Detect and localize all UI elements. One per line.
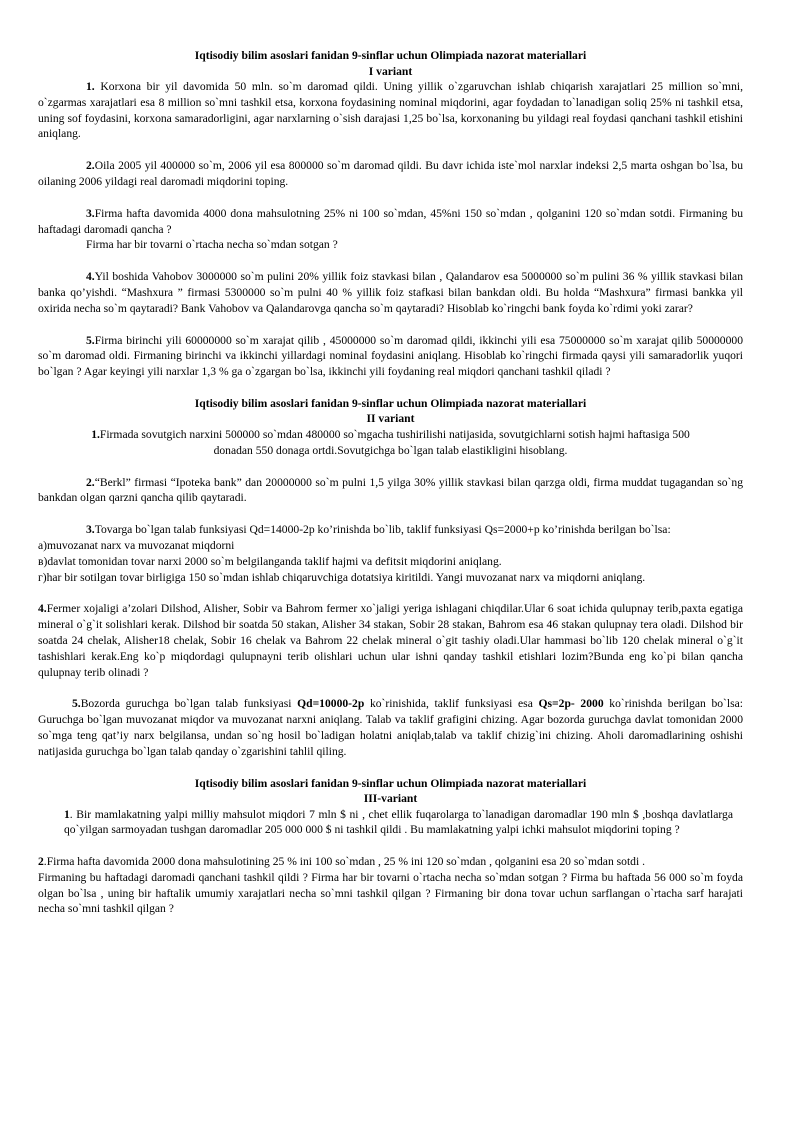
v2-problem-3-part-a: a)muvozanat narx va muvozanat miqdorni xyxy=(38,538,235,552)
v2-problem-5-text-start: Bozorda guruchga bo`lgan talab funksiyasi xyxy=(80,697,298,711)
v1-problem-1-number: 1. xyxy=(86,80,95,93)
v3-problem-2-questions: Firmaning bu haftadagi daromadi qanchani tashkil qildi ? Firma har bir tovarni o`rtacha necha so`mdan sotgan ? Firma bu haftada 56 000 so`m foyda olgan bo`lsa , uning bir haftalik umumiy xarajatlari necha so`mni tashkil qilgan ? Firmaning bir dona tovar uchun sarflangan o`rtacha sarf harajati necha so`mni tashkil qilgan ? xyxy=(38,870,743,916)
v2-problem-2-number: 2. xyxy=(86,475,95,489)
v3-problem-2-number: 2 xyxy=(38,855,44,869)
v2-problem-4-text: Fermer xojaligi a’zolari Dilshod, Alisher, Sobir va Bahrom fermer xo`jaligi yeriga ishlagani chiqdilar.Ular 6 soat ichida qulupnay terib,paxta egatiga mineral o`g`it solishlari kerak. Dilshod bir soatda 50 stakan, Alisher 34 stakan, Sobir 28 stakan, Bahrom esa 46 stakan qulupnay tera oladi. Dilshod bir soatda 24 chelak, Alisher18 chelak, Sobir 16 chelak va Bahrom 22 chelak mineral o`git tashiy oladi.Ular hammasi bo`lib 120 chelak mineral o`g`it tashishlari kerak.Eng ko`p miqdordagi qulupnayni terib olishlari uchun ular ishni qanday tashkil etishlari lozim?Bunda eng ko`pi bilan qancha qulupnay terib olinadi ? xyxy=(38,602,743,679)
variant-1-label: I variant xyxy=(368,64,413,78)
v1-problem-3 xyxy=(38,206,743,238)
v3-problem-2-text: .Firma hafta davomida 2000 dona mahsulotining 25 % ini 100 so`mdan , 25 % ini 120 so`mdan , qolganini esa 20 so`mdan sotdi . xyxy=(43,855,645,869)
variant-3-label: III-variant xyxy=(363,792,418,805)
v1-problem-3-number: 3. xyxy=(86,206,95,220)
v2-problem-1-continued: donadan 550 donaga ortdi.Sovutgichga bo`lgan talab elastikligini hisoblang. xyxy=(213,443,568,457)
v2-problem-3 xyxy=(38,522,743,538)
v1-problem-3-text: Firma hafta davomida 4000 dona mahsulotning 25% ni 100 so`mdan, 45%ni 150 so`mdan , qolganini 120 so`mdan sotdi. Firmaning bu haftadagi daromadi qancha ? xyxy=(38,206,743,236)
v2-problem-5-text-middle: ko`rinishida, taklif funksiyasi esa xyxy=(364,697,539,711)
v3-problem-1 xyxy=(38,807,743,839)
v1-problem-2 xyxy=(38,158,743,190)
v2-problem-2-text: “Berkl” firmasi “Ipoteka bank” dan 20000000 so`m pulni 1,5 yilga 30% yillik stavkasi bilan qarzga oldi, firma muddat tugagandan so`ng bankdan olgan qarzni qancha qilib qaytaradi. xyxy=(38,475,743,505)
v2-problem-3-part-b: в)davlat tomonidan tovar narxi 2000 so`m belgilanganda taklif hajmi va defitsit miqdorini aniqlang. xyxy=(38,554,502,568)
v2-problem-5-number: 5. xyxy=(72,697,81,711)
v1-problem-5-number: 5. xyxy=(86,333,95,347)
v3-problem-2 xyxy=(38,854,743,870)
v1-problem-1 xyxy=(38,79,743,142)
v2-problem-1-number: 1. xyxy=(91,427,100,441)
v1-problem-5-text: Firma birinchi yili 60000000 so`m xarajat qilib , 45000000 so`m daromad qildi, ikkinchi yili esa 75000000 so`m xarajat qilib 50000000 so`m daromad oldi. Firmaning birinchi va ikkinchi yillardagi nominal foydasini aniqlang. Hisoblab ko`ringchi firmada qaysi yili samaradorlik yuqori bo`lgan ? Agar keyingi yili narxlar 1,3 % ga o`zgargan bo`lsa, ikkinchi yili foydaning real miqdori qanchani tashkil qiladi ? xyxy=(38,333,743,379)
v1-problem-5 xyxy=(38,333,743,380)
v2-problem-5-text-end: ko`rinishda berilgan bo`lsa: Guruchga bo`lgan muvozanat miqdor va muvozanat narxni aniqlang. Talab va taklif grafigini chizing. Agar bozorda guruchga davlat tomonidan 2000 so`mga teng qat’iy narx belgilansa, undan so`ng hosil bo`ladigan holatni aniqlab,talab va taklif chizig`ini chizing. Aholi daromadlarining oshishi natijasida guruchga bo`lgan talab qanday o`zgarishini tahlil qiling. xyxy=(38,697,743,758)
v2-problem-4 xyxy=(38,601,743,680)
v3-problem-1-text: . Bir mamlakatning yalpi milliy mahsulot miqdori 7 mln $ ni , chet ellik fuqarolarga to`lanadigan daromadlar 190 mln $ ,boshqa davlatlarga qo`yilgan sarmoyadan tushgan daromadlar 205 000 000 $ ni tashkil qildi . Bu mamlakatning yalpi ichki mahsulot miqdorini toping ? xyxy=(64,807,733,837)
v2-problem-1-text: Firmada sovutgich narxini 500000 so`mdan 480000 so`mgacha tushirilishi natijasida, sovutgichlarni sotish hajmi haftasiga 500 xyxy=(99,427,690,441)
v1-problem-4 xyxy=(38,269,743,316)
v1-problem-2-number: 2. xyxy=(86,159,95,173)
v1-problem-3-question: Firma har bir tovarni o`rtacha necha so`mdan sotgan ? xyxy=(86,238,338,252)
v1-problem-1-text: Korxona bir yil davomida 50 mln. so`m daromad qildi. Uning yillik o`zgaruvchan ishlab chiqarish xarajatlari 25 million so`mni, o`zgarmas xarajatlari esa 8 million so`mni tashkil etsa, korxona foydasining nominal miqdorini, agar foydadan to`lanadigan soliq 25% ni tashkil etsa, uning sof foydasini, korxona samaradorligini, agar narxlarning o`sish darajasi 1,25 bo`lsa, korxonaning bu yildagi real foydasi qanchani tashkil etishini aniqlang. xyxy=(38,80,743,141)
variant-2-label: II variant xyxy=(366,412,415,426)
v1-problem-4-number: 4. xyxy=(86,270,95,284)
v2-supply-function: Qs=2p- 2000 xyxy=(538,697,604,711)
v3-problem-1-number: 1 xyxy=(64,807,70,821)
variant-2-title: Iqtisodiy bilim asoslari fanidan 9-sinflar uchun Olimpiada nazorat materiallari xyxy=(194,396,587,410)
variant-3-title: Iqtisodiy bilim asoslari fanidan 9-sinflar uchun Olimpiada nazorat materiallari xyxy=(194,776,587,790)
v2-problem-4-number: 4. xyxy=(38,602,47,616)
v2-problem-5 xyxy=(38,696,743,759)
v2-problem-2 xyxy=(38,475,743,507)
variant-1-title: Iqtisodiy bilim asoslari fanidan 9-sinflar uchun Olimpiada nazorat materiallari xyxy=(194,49,587,62)
document-page xyxy=(38,48,743,917)
v2-problem-3-part-c: г)har bir sotilgan tovar birligiga 150 so`mdan ishlab chiqaruvchiga dotatsiya kiritildi. Yangi muvozanat narx va miqdorni aniqlang. xyxy=(38,570,646,584)
v2-demand-function: Qd=10000-2p xyxy=(297,697,365,711)
v1-problem-4-text: Yil boshida Vahobov 3000000 so`m pulini 20% yillik foiz stavkasi bilan , Qalandarov esa 5000000 so`m pulini 36 % yillik stavkasi bilan banka qo’yishdi. “Mashxura ” firmasi 5300000 so`m pulni 40 % yillik foiz stafkasi bilan bankdan oldi. Bu holda “Mashxura” firmasi bankka yil oxirida necha so`m qaytaradi? Bank Vahobov va Qalandarovga qancha so`m qaytaradi? Hisoblab ko`ringchi bank foyda ko`rdimi yoki zarar? xyxy=(38,270,743,315)
v2-problem-1 xyxy=(38,427,743,443)
v2-problem-3-text: Tovarga bo`lgan talab funksiyasi Qd=14000-2p ko’rinishda bo`lib, taklif funksiyasi Qs=2000+p ko’rinishda berilgan bo`lsa: xyxy=(94,523,671,537)
v1-problem-2-text: Oila 2005 yil 400000 so`m, 2006 yil esa 800000 so`m daromad qildi. Bu davr ichida iste`mol narxlar indeksi 2,5 marta oshgan bo`lsa, bu oilaning 2006 yildagi real daromadi miqdorini toping. xyxy=(38,159,743,188)
v2-problem-3-number: 3. xyxy=(86,523,95,537)
